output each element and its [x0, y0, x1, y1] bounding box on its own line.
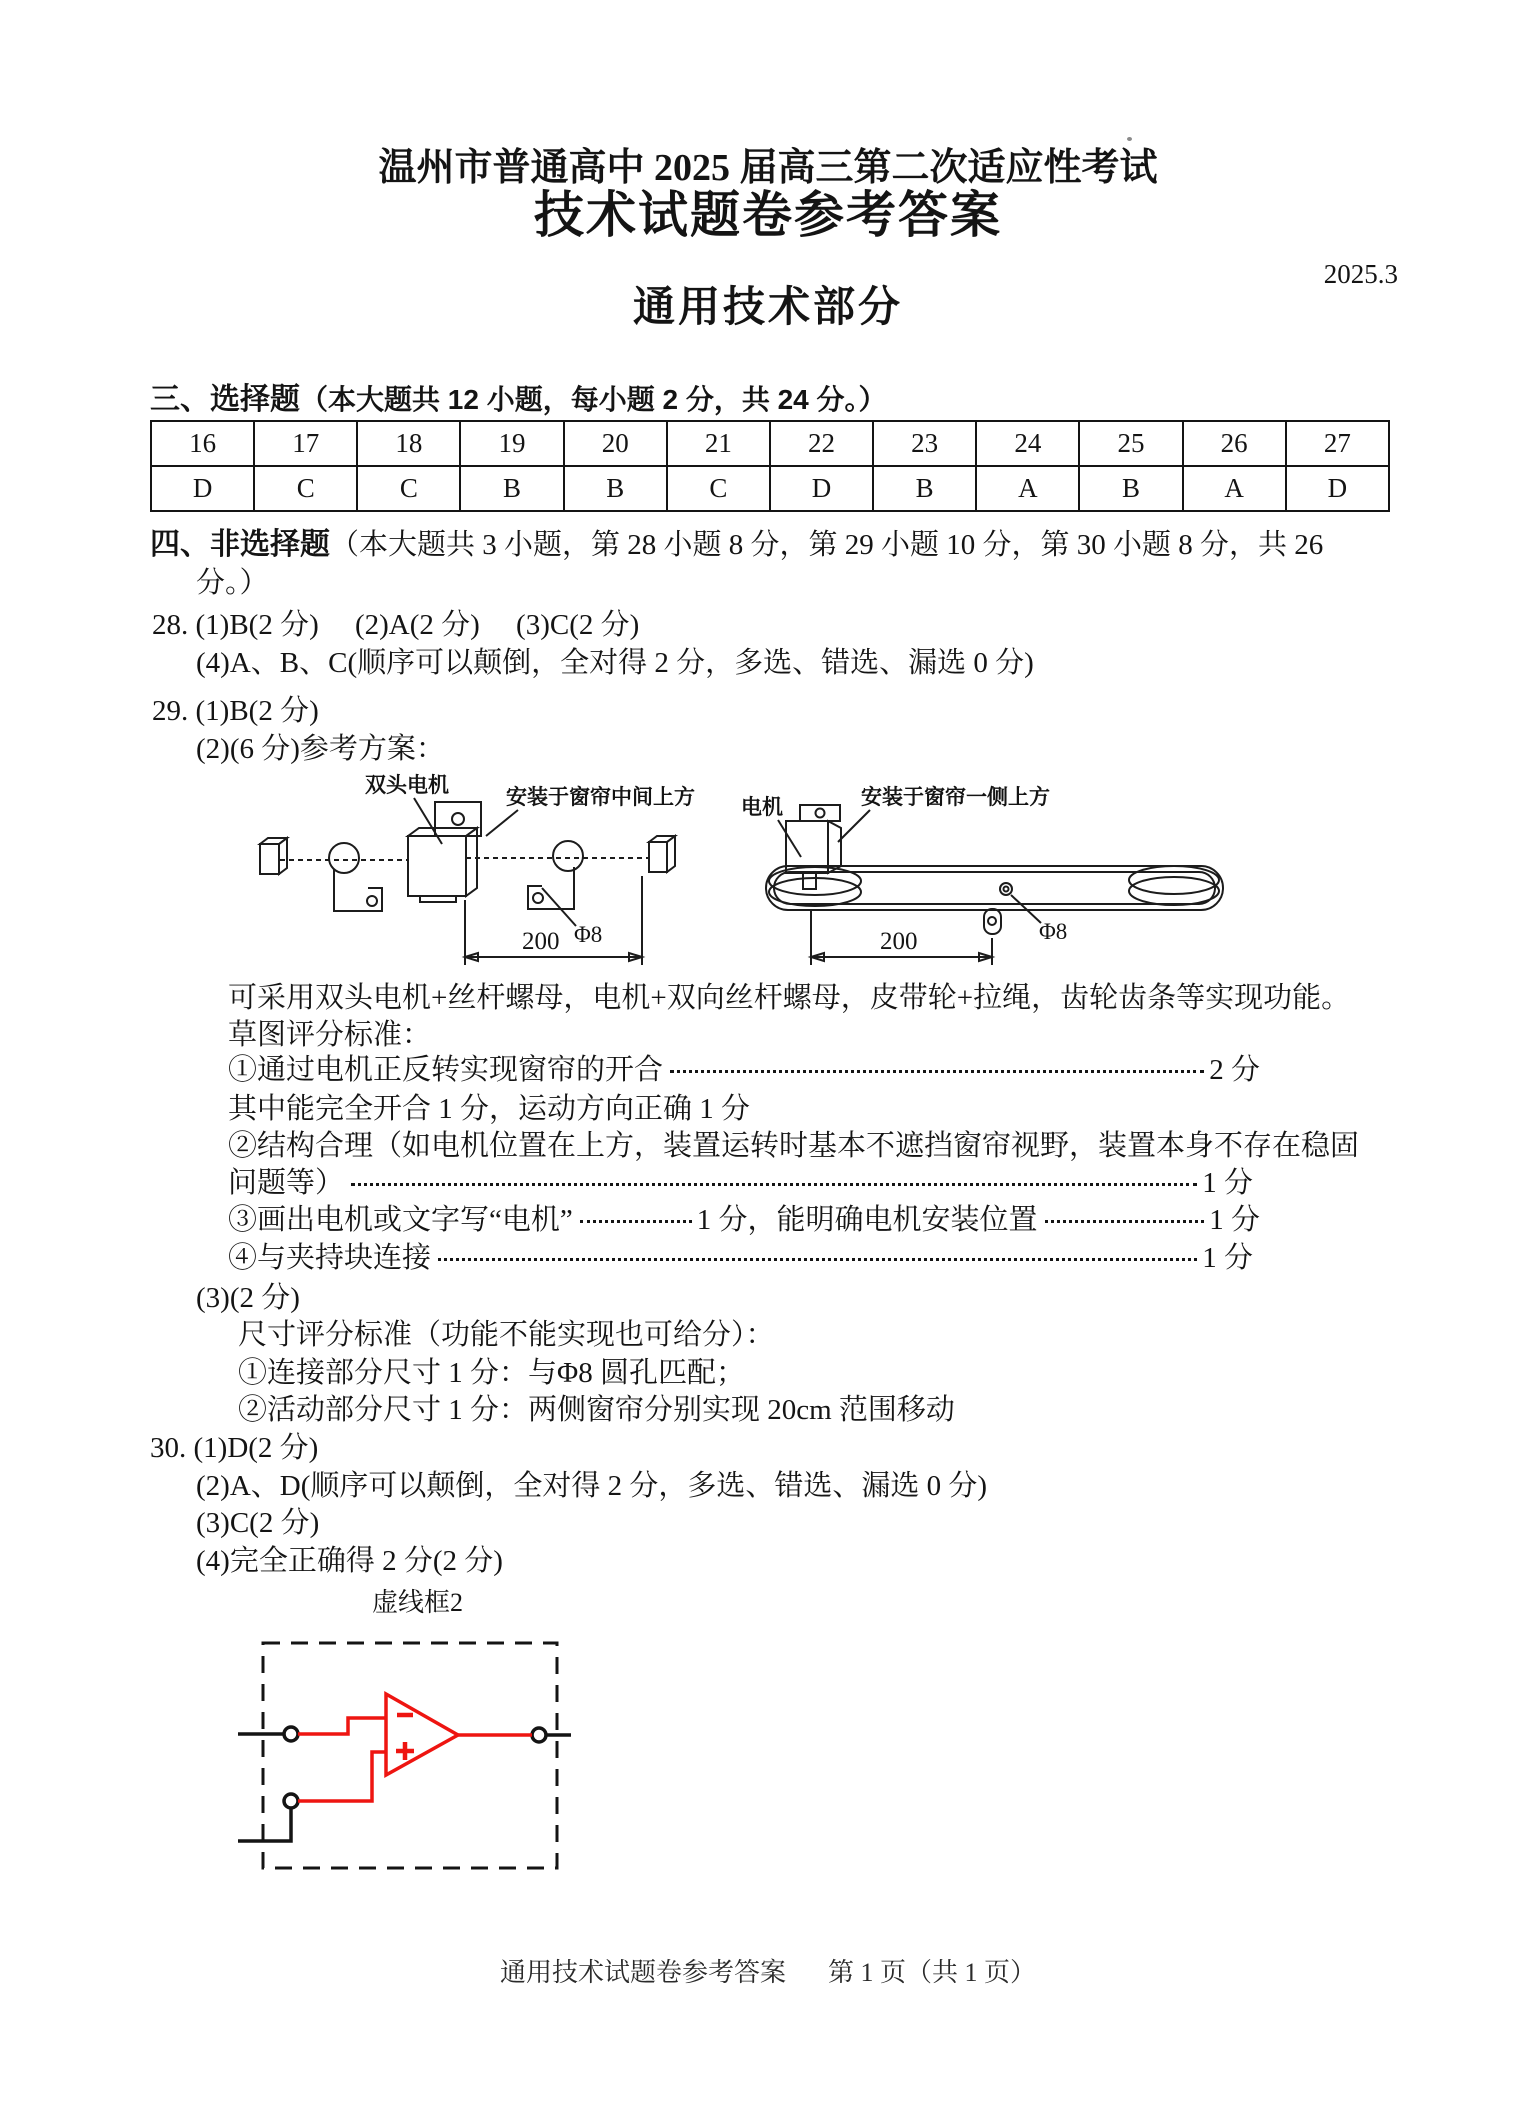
criterion3-score: 1 分 — [1209, 1204, 1260, 1236]
criterion2-score: 1 分 — [1202, 1167, 1253, 1199]
mount-hole — [452, 813, 464, 825]
answer-cell: B — [564, 466, 667, 511]
slider-collar — [329, 843, 359, 873]
q29-criterion1-sub: 其中能完全开合 1 分，运动方向正确 1 分 — [228, 1093, 751, 1125]
q28-part4-line: (4)A、B、C(顺序可以颠倒，全对得 2 分，多选、错选、漏选 0 分) — [196, 647, 1034, 679]
question-number-cell: 25 — [1079, 421, 1182, 466]
page-footer — [0, 1955, 1536, 1991]
question-number-cell: 27 — [1286, 421, 1389, 466]
question-number-cell: 24 — [976, 421, 1079, 466]
install-side-label: 安装于窗帘一侧上方 — [861, 785, 1050, 809]
q29-criterion2-line: ②结构合理（如电机位置在上方，装置运转时基本不遮挡窗帘视野，装置本身不存在稳固 — [228, 1130, 1360, 1162]
rod-end-cap-side — [667, 836, 675, 872]
q29-part3-line: (3)(2 分) — [196, 1282, 300, 1314]
belt-inner — [774, 872, 1215, 904]
page-title: 温州市普通高中 2025 届高三第二次适应性考试 — [378, 147, 1158, 189]
nonchoice-section-desc: （本大题共 3 小题，第 28 小题 8 分，第 29 小题 10 分，第 30 小题 8 分，共 26 — [330, 529, 1324, 561]
section-heading: 通用技术部分 — [632, 285, 903, 331]
criterion3-text: ③画出电机或文字写“电机” — [228, 1204, 573, 1236]
answer-cell: A — [1183, 466, 1286, 511]
q29-criterion4-line — [228, 1240, 1253, 1276]
q30-part2-line: (2)A、D(顺序可以颠倒，全对得 2 分，多选、错选、漏选 0 分) — [196, 1470, 988, 1502]
motor-body — [408, 836, 466, 896]
criterion1-score: 2 分 — [1209, 1054, 1260, 1086]
answer-table-number-row — [151, 421, 1389, 466]
criterion4-score: 1 分 — [1202, 1242, 1253, 1274]
dimension-200-label: 200 — [880, 928, 918, 955]
answer-cell: C — [667, 466, 770, 511]
answer-table — [150, 420, 1390, 512]
q29-criterion3-line — [228, 1202, 1260, 1238]
q30-part1-line: 30. (1)D(2 分) — [150, 1432, 319, 1464]
bracket-hole — [367, 896, 377, 906]
exam-date: 2025.3 — [1323, 259, 1398, 289]
bracket-hole — [533, 893, 543, 903]
double-motor-label: 双头电机 — [365, 773, 449, 797]
phi8-label: Φ8 — [574, 922, 603, 947]
answer-cell: C — [254, 466, 357, 511]
rod-end-cap-side — [279, 838, 287, 874]
question-number-cell: 16 — [151, 421, 254, 466]
answer-cell: B — [460, 466, 563, 511]
leader-line — [542, 888, 576, 926]
dotted-leader — [351, 1183, 1197, 1186]
dotted-leader — [438, 1258, 1197, 1261]
answer-table-answer-row — [151, 466, 1389, 511]
curtain-belt-pulley-diagram — [718, 768, 1248, 972]
input-terminal-bottom — [284, 1794, 298, 1808]
dotted-leader — [1045, 1220, 1205, 1223]
answer-cell: B — [1079, 466, 1182, 511]
q28-answers-line: 28. (1)B(2 分) (2)A(2 分) (3)C(2 分) — [152, 609, 640, 641]
choice-section-desc: （本大题共 12 小题，每小题 2 分，共 24 分。） — [300, 384, 887, 415]
rod-end-cap — [260, 844, 279, 874]
opamp-triangle — [386, 1694, 458, 1775]
belt-ring-hole — [1004, 887, 1009, 892]
q29-criterion1-line — [228, 1052, 1260, 1088]
q30-part3-line: (3)C(2 分) — [196, 1507, 320, 1539]
motor-side-face — [466, 828, 477, 896]
answer-cell: C — [357, 466, 460, 511]
dotted-leader — [580, 1220, 692, 1223]
criterion4-text: ④与夹持块连接 — [228, 1242, 432, 1274]
mount-hole — [816, 809, 825, 818]
question-number-cell: 23 — [873, 421, 976, 466]
output-terminal — [532, 1728, 546, 1742]
mount-flange — [800, 805, 840, 821]
choice-section-line — [150, 382, 887, 418]
dotted-leader — [670, 1070, 1204, 1073]
slider-collar — [553, 841, 583, 871]
install-middle-label: 安装于窗帘中间上方 — [506, 785, 695, 809]
question-number-cell: 17 — [254, 421, 357, 466]
leader-line — [414, 798, 442, 844]
q29-sketch-title: 草图评分标准： — [228, 1019, 432, 1051]
criterion3-mid: 1 分，能明确电机安装位置 — [696, 1204, 1038, 1236]
leader-line — [486, 810, 518, 836]
rod-end-cap — [649, 842, 667, 872]
phi8-label: Φ8 — [1039, 919, 1068, 944]
input-terminal-top — [284, 1727, 298, 1741]
noninverting-input-wire — [298, 1752, 386, 1801]
question-number-cell: 20 — [564, 421, 667, 466]
q29-size-title: 尺寸评分标准（功能不能实现也可给分）： — [238, 1319, 775, 1351]
answer-cell: D — [1286, 466, 1389, 511]
motor-shaft — [803, 873, 816, 889]
q29-note-line: 可采用双头电机+丝杆螺母，电机+双向丝杆螺母，皮带轮+拉绳，齿轮齿条等实现功能。 — [228, 982, 1351, 1014]
q29-size-criterion1: ①连接部分尺寸 1 分：与Φ8 圆孔匹配； — [238, 1357, 745, 1389]
hanger-clip — [984, 909, 1001, 934]
criterion2-cont-text: 问题等） — [228, 1167, 345, 1199]
nonchoice-section-line — [150, 527, 1323, 563]
question-number-cell: 22 — [770, 421, 873, 466]
clip-hole — [988, 917, 996, 925]
leader-line — [778, 820, 801, 857]
choice-section-label: 三、选择题 — [150, 383, 300, 416]
question-number-cell: 21 — [667, 421, 770, 466]
curtain-screw-rod-diagram — [222, 768, 722, 972]
q29-size-criterion2: ②活动部分尺寸 1 分：两侧窗帘分别实现 20cm 范围移动 — [238, 1394, 955, 1426]
dashed-frame — [263, 1643, 557, 1868]
footer-doc-name: 通用技术试题卷参考答案 — [499, 1958, 786, 1987]
question-number-cell: 26 — [1183, 421, 1286, 466]
criterion1-text: ①通过电机正反转实现窗帘的开合 — [228, 1054, 664, 1086]
opamp-circuit-diagram — [230, 1625, 590, 1915]
motor-base — [420, 896, 456, 902]
motor-label: 电机 — [741, 795, 783, 819]
page-subtitle: 技术试题卷参考答案 — [534, 187, 1002, 243]
dimension-200-label: 200 — [522, 928, 560, 955]
q29-part1-line: 29. (1)B(2 分) — [152, 695, 319, 727]
leader-line — [838, 810, 870, 842]
dashed-box-label: 虚线框2 — [372, 1588, 464, 1617]
inverting-input-wire — [298, 1718, 386, 1734]
belt-ring — [1000, 883, 1012, 895]
question-number-cell: 18 — [357, 421, 460, 466]
question-number-cell: 19 — [460, 421, 563, 466]
q29-criterion2-cont — [228, 1165, 1253, 1201]
q30-part4-line: (4)完全正确得 2 分(2 分) — [196, 1545, 503, 1577]
nonchoice-section-label: 四、非选择题 — [150, 528, 330, 561]
q29-part2-line: (2)(6 分)参考方案： — [196, 733, 445, 765]
answer-cell: D — [770, 466, 873, 511]
answer-cell: A — [976, 466, 1079, 511]
nonchoice-section-cont: 分。） — [196, 567, 269, 599]
footer-page-number: 第 1 页（共 1 页） — [828, 1958, 1037, 1987]
stray-mark — [1127, 137, 1132, 141]
answer-cell: D — [151, 466, 254, 511]
answer-cell: B — [873, 466, 976, 511]
